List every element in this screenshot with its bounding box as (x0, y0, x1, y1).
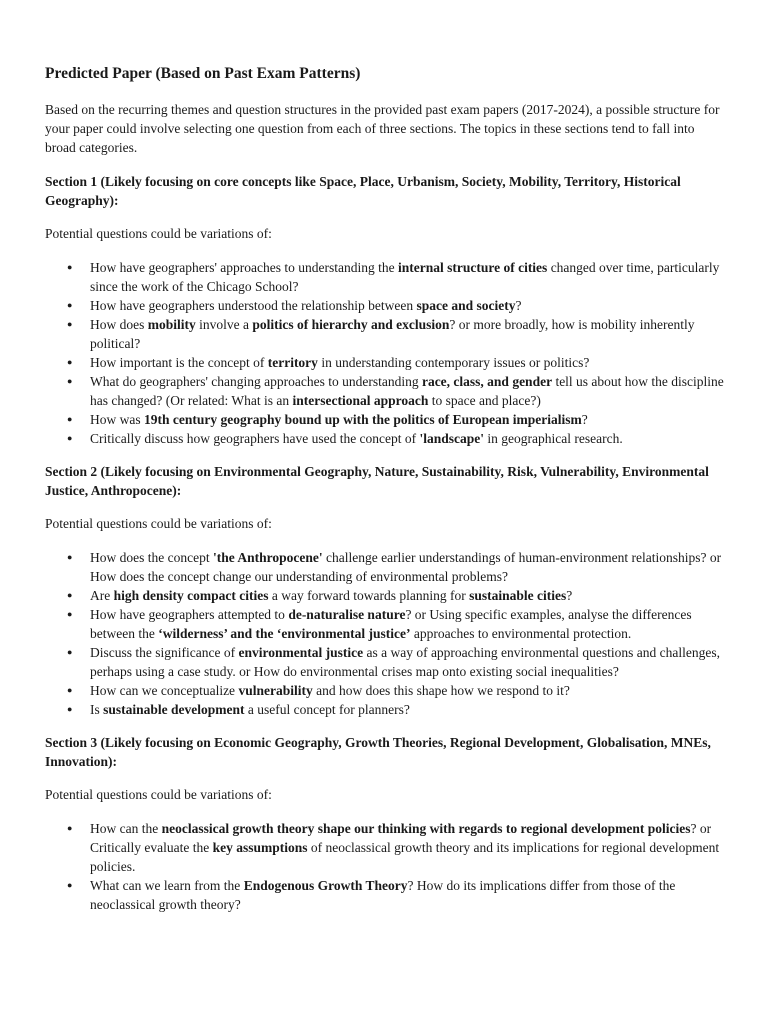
bold-text: key assumptions (212, 840, 308, 855)
bold-text: space and society (416, 298, 516, 313)
text-segment: ? or Critically evaluate the (90, 821, 712, 855)
question-item (45, 548, 728, 586)
bullet-icon: ● (67, 300, 73, 310)
text-segment: in geographical research. (484, 431, 623, 446)
text-segment: approaches to environmental protection. (410, 626, 632, 641)
question-item (45, 605, 728, 643)
question-item (45, 429, 728, 448)
bullet-icon: ● (67, 414, 73, 424)
bullet-icon: ● (67, 433, 73, 443)
section-heading: Section 3 (Likely focusing on Economic Geography, Growth Theories, Regional Development, Globalisation, MNEs, Innovation): (45, 735, 711, 769)
section-1 (45, 172, 728, 448)
text-segment: How important is the concept of (90, 355, 268, 370)
section-3 (45, 733, 728, 914)
text-segment: involve a (195, 317, 253, 332)
question-item (45, 700, 728, 719)
text-segment: in understanding contemporary issues or politics? (317, 355, 590, 370)
page-title: Predicted Paper (Based on Past Exam Patterns) (45, 65, 361, 82)
text-segment: a useful concept for planners? (244, 702, 410, 717)
bold-text: sustainable cities (469, 588, 567, 603)
question-item (45, 819, 728, 876)
text-segment: challenge earlier understandings of human-environment relationships? or How does the concept change our understanding of environmental problems? (90, 550, 722, 584)
bullet-icon: ● (67, 880, 73, 890)
text-segment: Are (90, 588, 114, 603)
text-segment: Is (90, 702, 104, 717)
bullet-icon: ● (67, 609, 73, 619)
text-segment: a way forward towards planning for (268, 588, 470, 603)
question-item (45, 296, 728, 315)
question-list (45, 548, 728, 719)
bold-text: high density compact cities (113, 588, 269, 603)
question-list (45, 258, 728, 448)
text-segment: of neoclassical growth theory and its implications for regional development policies. (90, 840, 720, 874)
text-segment: How does (90, 317, 148, 332)
text-segment: ? How do its implications differ from those of the neoclassical growth theory? (90, 878, 676, 912)
bullet-icon: ● (67, 685, 73, 695)
bold-text: 19th century geography bound up with the politics of European imperialism (144, 412, 582, 427)
text-segment: to space and place?) (428, 393, 541, 408)
bullet-icon: ● (67, 319, 73, 329)
bold-text: neoclassical growth theory shape our thinking with regards to regional development policies (161, 821, 691, 836)
question-item (45, 876, 728, 914)
question-list (45, 819, 728, 914)
question-item (45, 258, 728, 296)
question-item (45, 681, 728, 700)
text-segment: ? or more broadly, how is mobility inherently political? (90, 317, 695, 351)
text-segment: ? (581, 412, 588, 427)
bold-text: sustainable development (103, 702, 245, 717)
section-2 (45, 462, 728, 719)
text-segment: Discuss the significance of (90, 645, 239, 660)
section-lead: Potential questions could be variations of: (45, 516, 272, 531)
text-segment: How was (90, 412, 144, 427)
text-segment: as a way of approaching environmental questions and challenges, perhaps using a case study. or How do environmental crises map onto existing social inequalities? (90, 645, 720, 679)
text-segment: Critically discuss how geographers have used the concept of (90, 431, 420, 446)
bold-text: environmental justice (238, 645, 364, 660)
bold-text: politics of hierarchy and exclusion (252, 317, 450, 332)
bold-text: de-naturalise nature (288, 607, 406, 622)
bullet-icon: ● (67, 357, 73, 367)
bold-text: mobility (147, 317, 196, 332)
text-segment: ? (566, 588, 573, 603)
bold-text: Endogenous Growth Theory (243, 878, 408, 893)
bold-text: territory (267, 355, 318, 370)
question-item (45, 643, 728, 681)
bold-text: internal structure of cities (397, 260, 548, 275)
question-item (45, 315, 728, 353)
text-segment: ? (515, 298, 522, 313)
bullet-icon: ● (67, 376, 73, 386)
bold-text: ‘wilderness’ and the ‘environmental justice’ (158, 626, 411, 641)
text-segment: How have geographers understood the relationship between (90, 298, 417, 313)
bold-text: 'landscape' (419, 431, 485, 446)
question-item (45, 372, 728, 410)
text-segment: How does the concept (90, 550, 213, 565)
text-segment: ? or Using specific examples, analyse the differences between the (90, 607, 692, 641)
bullet-icon: ● (67, 823, 73, 833)
text-segment: How have geographers attempted to (90, 607, 289, 622)
text-segment: tell us about how the discipline has changed? (Or related: What is an (90, 374, 724, 408)
section-lead: Potential questions could be variations of: (45, 787, 272, 802)
bullet-icon: ● (67, 704, 73, 714)
text-segment: What do geographers' changing approaches to understanding (90, 374, 422, 389)
bold-text: vulnerability (238, 683, 313, 698)
text-segment: changed over time, particularly since the work of the Chicago School? (90, 260, 720, 294)
question-item (45, 586, 728, 605)
text-segment: How have geographers' approaches to understanding the (90, 260, 398, 275)
section-lead: Potential questions could be variations of: (45, 226, 272, 241)
bullet-icon: ● (67, 647, 73, 657)
text-segment: What can we learn from the (90, 878, 244, 893)
bold-text: intersectional approach (292, 393, 429, 408)
text-segment: How can we conceptualize (90, 683, 239, 698)
bold-text: 'the Anthropocene' (212, 550, 323, 565)
question-item (45, 410, 728, 429)
bullet-icon: ● (67, 552, 73, 562)
bullet-icon: ● (67, 590, 73, 600)
bold-text: race, class, and gender (421, 374, 553, 389)
section-heading: Section 1 (Likely focusing on core concepts like Space, Place, Urbanism, Society, Mobility, Territory, Historical Geography): (45, 174, 681, 208)
section-heading: Section 2 (Likely focusing on Environmental Geography, Nature, Sustainability, Risk, Vulnerability, Environmental Justice, Anthropocene): (45, 464, 709, 498)
intro-paragraph: Based on the recurring themes and question structures in the provided past exam papers (2017-2024), a possible structure for your paper could involve selecting one question from each of three sections. The topics in these sections tend to fall into broad categories. (45, 102, 720, 155)
bullet-icon: ● (67, 262, 73, 272)
text-segment: How can the (90, 821, 162, 836)
question-item (45, 353, 728, 372)
text-segment: and how does this shape how we respond to it? (312, 683, 570, 698)
